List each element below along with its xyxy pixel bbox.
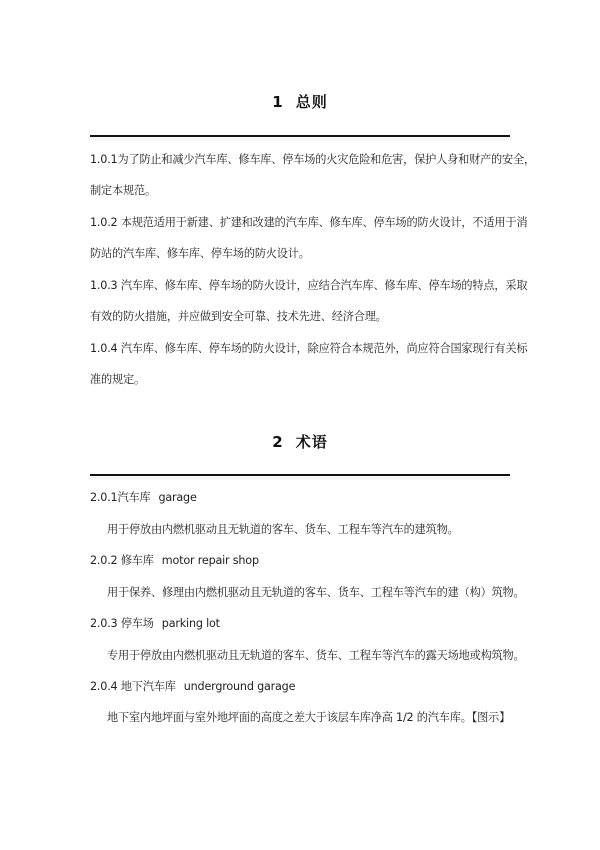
term-definition: 专用于停放由内燃机驱动且无轨道的客车、货车、工程车等汽车的露天场地或构筑物。 bbox=[107, 649, 525, 662]
paragraph-line: 1.0.3 汽车库、修车库、停车场的防火设计，应结合汽车库、修车库、停车场的特点，采取 bbox=[90, 279, 528, 292]
paragraph-line: 制定本规范。 bbox=[90, 184, 156, 197]
term-english: garage bbox=[158, 491, 197, 504]
term-heading bbox=[90, 617, 220, 631]
term-code: 2.0.4 地下汽车库 bbox=[90, 680, 176, 693]
term-english: parking lot bbox=[161, 617, 220, 630]
term-english: underground garage bbox=[183, 680, 296, 693]
paragraph-line: 1.0.4 汽车库、修车库、停车场的防火设计，除应符合本规范外，尚应符合国家现行有关标 bbox=[90, 342, 528, 355]
term-code: 2.0.3 停车场 bbox=[90, 617, 154, 630]
section-number: 1 bbox=[272, 93, 284, 111]
section-title: 总则 bbox=[295, 93, 328, 111]
term-code: 2.0.2 修车库 bbox=[90, 554, 154, 567]
section-1-heading bbox=[0, 91, 600, 112]
term-heading bbox=[90, 554, 259, 568]
paragraph-line: 准的规定。 bbox=[90, 373, 145, 386]
term-code: 2.0.1汽车库 bbox=[90, 491, 151, 504]
paragraph-line: 1.0.2 本规范适用于新建、扩建和改建的汽车库、修车库、停车场的防火设计，不适用于消 bbox=[90, 216, 528, 229]
paragraph-line: 有效的防火措施，并应做到安全可靠、技术先进、经济合理。 bbox=[90, 310, 387, 323]
term-definition: 地下室内地坪面与室外地坪面的高度之差大于该层车库净高 1/2 的汽车库。【图示】 bbox=[107, 711, 511, 724]
term-english: motor repair shop bbox=[161, 554, 259, 567]
divider bbox=[90, 135, 510, 137]
term-definition: 用于保养、修理由内燃机驱动且无轨道的客车、货车、工程车等汽车的建（构）筑物。 bbox=[107, 586, 525, 599]
paragraph-line: 防站的汽车库、修车库、停车场的防火设计。 bbox=[90, 247, 310, 260]
term-heading bbox=[90, 680, 295, 694]
section-number: 2 bbox=[272, 433, 284, 451]
section-title: 术语 bbox=[295, 433, 328, 451]
term-heading bbox=[90, 491, 197, 505]
term-definition: 用于停放由内燃机驱动且无轨道的客车、货车、工程车等汽车的建筑物。 bbox=[107, 523, 459, 536]
section-2-heading bbox=[0, 431, 600, 452]
paragraph-line: 1.0.1为了防止和减少汽车库、修车库、停车场的火灾危险和危害，保护人身和财产的安全， bbox=[90, 153, 535, 166]
divider bbox=[90, 474, 510, 476]
